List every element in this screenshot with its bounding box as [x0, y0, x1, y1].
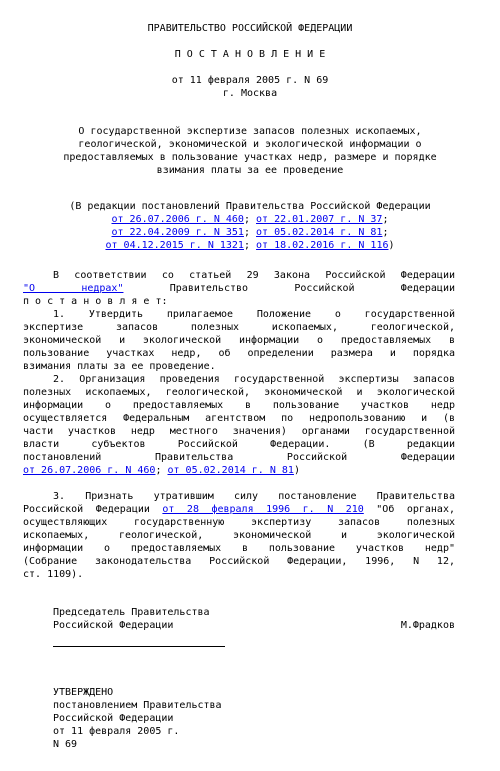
preamble-line	[23, 282, 455, 295]
document-date-number: от 11 февраля 2005 г. N 69	[171, 75, 329, 86]
para3-line: ископаемых, геологической, экономической и экологической	[23, 530, 455, 541]
amendment-link[interactable]: от 22.01.2007 г. N 37	[256, 214, 383, 225]
amendments-close: )	[388, 240, 395, 251]
amendment-link[interactable]: от 05.02.2014 г. N 81	[256, 227, 383, 238]
para3-line: осуществляющих государственную экспертизу запасов полезных	[23, 517, 455, 528]
para3-line: (Собрание законодательства Российской Федерации, 1996, N 12,	[23, 556, 455, 567]
amendment-link[interactable]: от 04.12.2015 г. N 1321	[105, 240, 244, 251]
repealed-act-link[interactable]: от 28 февраля 1996 г. N 210	[162, 504, 364, 515]
document-title-line: взимания платы за ее проведение	[156, 165, 344, 176]
para1-line: взимания платы за ее проведение.	[23, 361, 216, 372]
para1-line: экспертизе запасов полезных ископаемых, геологической,	[23, 322, 455, 333]
approved-line: постановлением Правительства	[53, 700, 222, 711]
preamble-line: В соответствии со статьей 29 Закона Российской Федерации	[53, 270, 455, 281]
para2-line: информации о предоставляемых в пользование участков недр	[23, 400, 455, 411]
para3-line: 3. Признать утратившим силу постановление Правительства	[53, 491, 455, 502]
amendment-separator: ;	[243, 214, 250, 225]
preamble-text: Правительство Российской Федерации	[169, 283, 455, 294]
amendment-separator: ;	[155, 465, 168, 476]
para3-line: информации о предоставляемых в пользование участков недр"	[23, 543, 455, 554]
para2-line: осуществляется Федеральным агентством по недропользованию и (в	[23, 413, 455, 424]
para2-line: части участков недр местного значения) органами государственной	[23, 426, 455, 437]
law-link[interactable]: "О недрах"	[23, 283, 124, 294]
amendment-link[interactable]: от 26.07.2006 г. N 460	[111, 214, 244, 225]
para2-amendments	[23, 464, 455, 477]
amendments-close: )	[293, 465, 300, 476]
amendments-row	[0, 239, 500, 252]
para3-text: Российской Федерации	[23, 504, 150, 515]
para2-line: постановлений Правительства Российской Федерации	[23, 452, 455, 463]
approved-line: от 11 февраля 2005 г.	[53, 726, 180, 737]
para3-line	[23, 503, 455, 516]
approved-line: N 69	[53, 739, 78, 750]
amendment-link[interactable]: от 26.07.2006 г. N 460	[23, 465, 156, 476]
amendment-separator: ;	[243, 227, 250, 238]
para2-line: полезных ископаемых, геологической, экономической и экологической	[23, 387, 455, 398]
document-title-line: О государственной экспертизе запасов полезных ископаемых,	[78, 126, 422, 137]
signature-name: М.Фрадков	[400, 620, 455, 631]
document-type: П О С Т А Н О В Л Е Н И Е	[174, 49, 326, 60]
approved-line: Российской Федерации	[53, 713, 174, 724]
amendment-link[interactable]: от 05.02.2014 г. N 81	[167, 465, 294, 476]
signature-position: Российской Федерации	[53, 620, 174, 631]
government-heading: ПРАВИТЕЛЬСТВО РОССИЙСКОЙ ФЕДЕРАЦИИ	[147, 23, 353, 34]
para1-line: пользование участках недр, об определении размера и порядка	[23, 348, 455, 359]
approved-line: УТВЕРЖДЕНО	[53, 687, 114, 698]
para3-line: ст. 1109).	[23, 569, 84, 580]
document-title-line: геологической, экономической и экологической информации о	[78, 139, 422, 150]
amendment-link[interactable]: от 18.02.2016 г. N 116	[256, 240, 389, 251]
para2-line: 2. Организация проведения государственной экспертизы запасов	[53, 374, 455, 385]
para1-line: 1. Утвердить прилагаемое Положение о государственной	[53, 309, 455, 320]
amendment-separator: ;	[382, 227, 389, 238]
document-city: г. Москва	[222, 88, 278, 99]
amendments-row	[0, 213, 500, 226]
decree-word: п о с т а н о в л я е т:	[23, 296, 168, 307]
signature-position: Председатель Правительства	[53, 607, 210, 618]
amendment-separator: ;	[243, 240, 250, 251]
amendment-separator: ;	[382, 214, 389, 225]
para3-text: "Об органах,	[376, 504, 455, 515]
para2-line: власти субъектов Российской Федерации. (В редакции	[23, 439, 455, 450]
amendments-intro: (В редакции постановлений Правительства Российской Федерации	[69, 201, 431, 212]
document-title-line: предоставляемых в пользование участках недр, размере и порядке	[63, 152, 437, 163]
separator-rule	[53, 646, 225, 647]
amendments-row	[0, 226, 500, 239]
para1-line: экономической и экологической информации о предоставляемых в	[23, 335, 455, 346]
amendment-link[interactable]: от 22.04.2009 г. N 351	[111, 227, 244, 238]
